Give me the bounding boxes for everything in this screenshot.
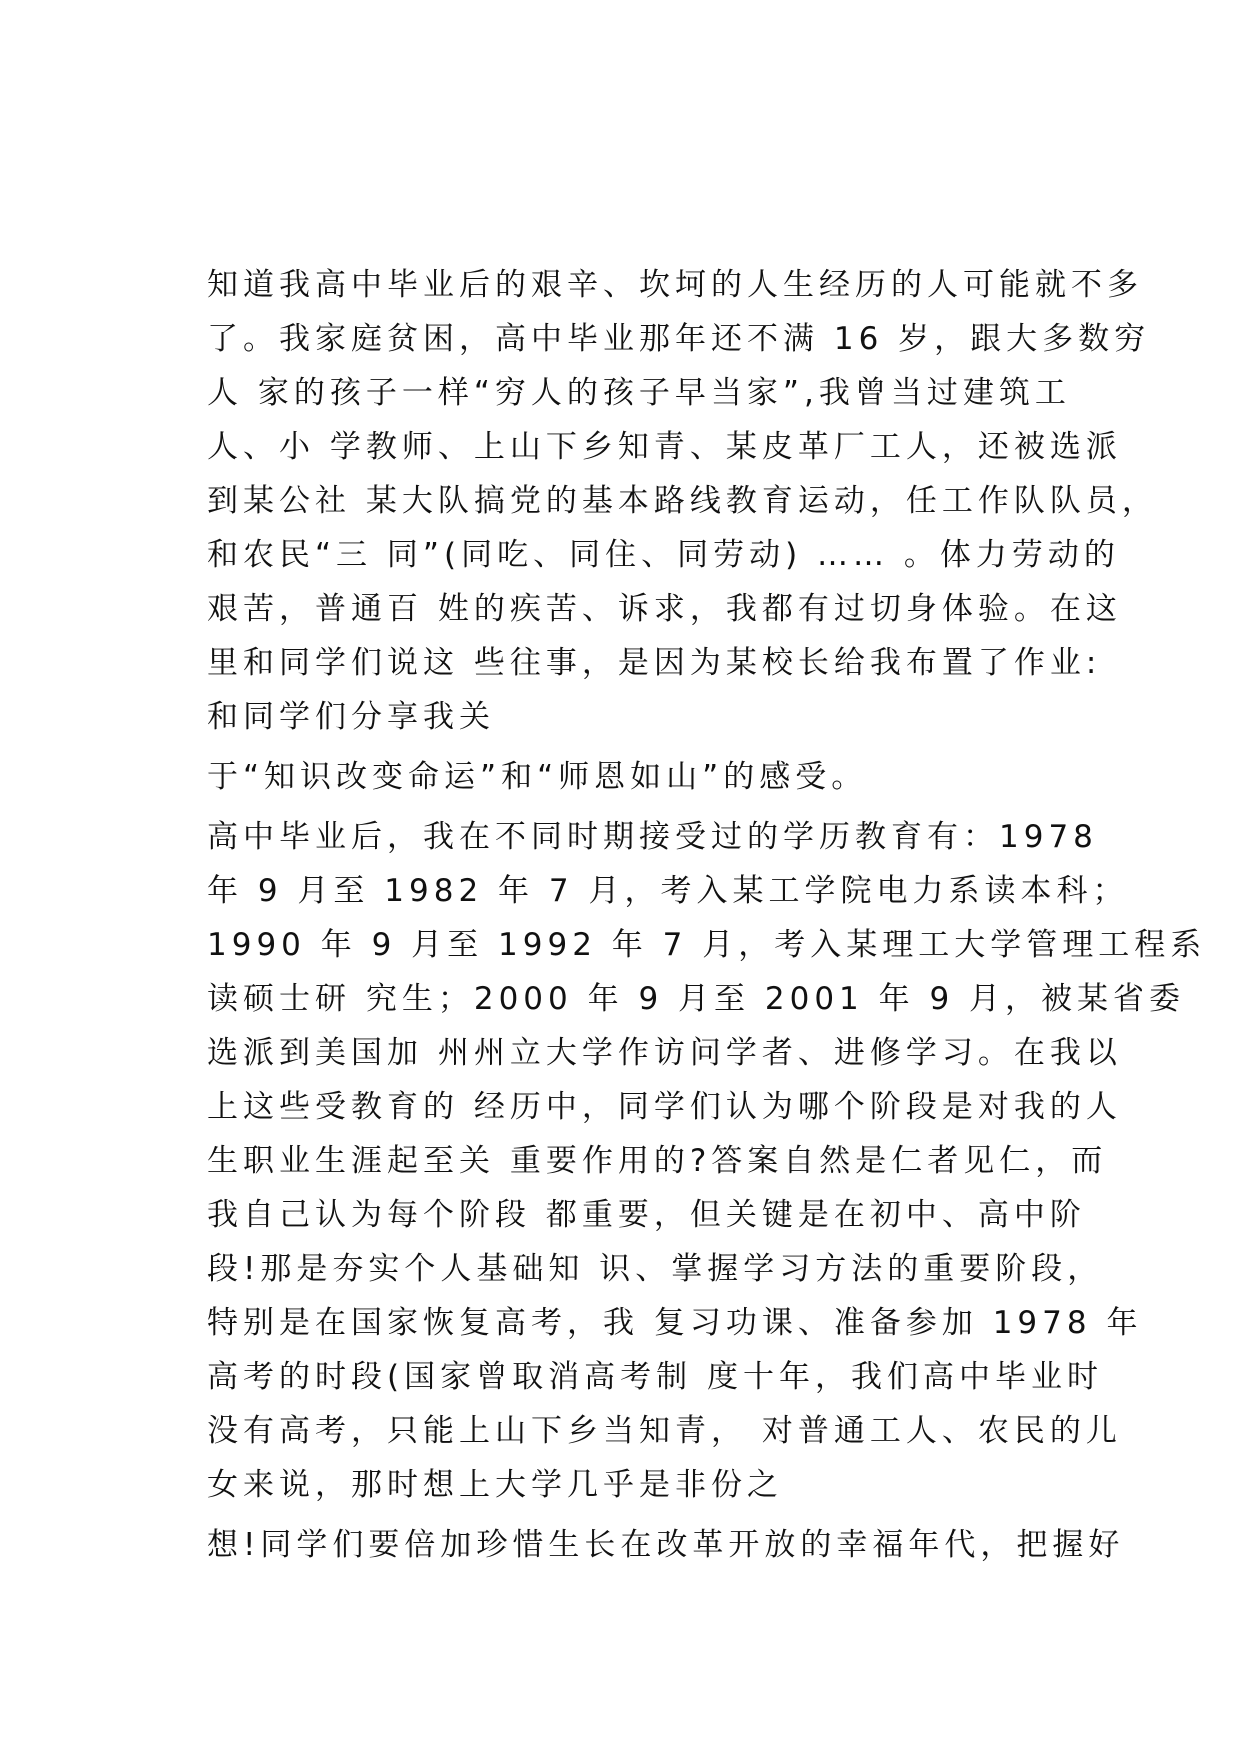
text-line: 了。我家庭贫困，高中毕业那年还不满 16 岁，跟大多数穷: [207, 321, 1151, 357]
text-line: 1990 年 9 月至 1992 年 7 月，考入某理工大学管理工程系: [207, 927, 1207, 963]
text-line: 特别是在国家恢复高考，我 复习功课、准备参加 1978 年: [207, 1305, 1143, 1341]
text-line: 段!那是夯实个人基础知 识、掌握学习方法的重要阶段，: [207, 1251, 1104, 1287]
text-line: 于“知识改变命运”和“师恩如山”的感受。: [207, 759, 868, 795]
text-line: 高考的时段(国家曾取消高考制 度十年，我们高中毕业时: [207, 1359, 1103, 1395]
text-line: 年 9 月至 1982 年 7 月，考入某工学院电力系读本科；: [207, 873, 1129, 909]
text-line: 知道我高中毕业后的艰辛、坎坷的人生经历的人可能就不多: [207, 267, 1143, 303]
text-line: 想!同学们要倍加珍惜生长在改革开放的幸福年代，把握好: [207, 1527, 1125, 1563]
text-line: 女来说，那时想上大学几乎是非份之: [207, 1467, 783, 1503]
text-line: 和同学们分享我关: [207, 699, 495, 735]
text-line: 选派到美国加 州州立大学作访问学者、进修学习。在我以: [207, 1035, 1122, 1071]
text-line: 人 家的孩子一样“穷人的孩子早当家”,我曾当过建筑工: [207, 375, 1071, 411]
text-line: 上这些受教育的 经历中，同学们认为哪个阶段是对我的人: [207, 1089, 1122, 1125]
text-line: 人、小 学教师、上山下乡知青、某皮革厂工人，还被选派: [207, 429, 1122, 465]
text-line: 和农民“三 同”(同吃、同住、同劳动) …… 。体力劳动的: [207, 537, 1120, 573]
text-line: 我自己认为每个阶段 都重要，但关键是在初中、高中阶: [207, 1197, 1086, 1233]
text-line: 高中毕业后，我在不同时期接受过的学历教育有：1978: [207, 819, 1098, 855]
text-line: 里和同学们说这 些往事，是因为某校长给我布置了作业:: [207, 645, 1102, 681]
text-line: 艰苦，普通百 姓的疾苦、诉求，我都有过切身体验。在这: [207, 591, 1122, 627]
text-line: 生职业生涯起至关 重要作用的?答案自然是仁者见仁，而: [207, 1143, 1108, 1179]
text-line: 到某公社 某大队搞党的基本路线教育运动，任工作队队员，: [207, 483, 1158, 519]
text-line: 没有高考，只能上山下乡当知青， 对普通工人、农民的儿: [207, 1413, 1122, 1449]
text-line: 读硕士研 究生；2000 年 9 月至 2001 年 9 月，被某省委: [207, 981, 1186, 1017]
